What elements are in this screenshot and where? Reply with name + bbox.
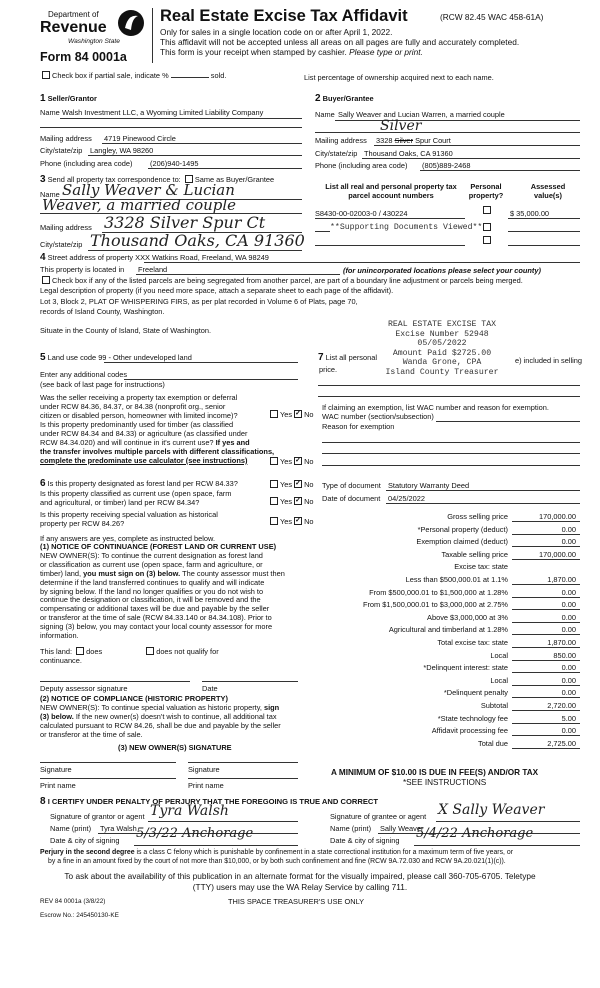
located-note: (for unincorporated locations please select your county)	[343, 266, 541, 275]
notice-compliance: (2) NOTICE OF COMPLIANCE (HISTORIC PROPERTY) NEW OWNER(S): To continue special valuation as historic property, sign (3) below. If the new owner(s) doesn't wish to continue, all additional tax calculated pursuant to RCW 84.26, shall be due and payable by the seller or transferor at the time of sale.	[40, 694, 281, 739]
property-street[interactable]: XXX Watkins Road, Freeland, WA 98249	[135, 253, 269, 262]
segregation-row: Check box if any of the listed parcels are being segregated from another parcel, are part of a boundary line adjustment or parcels being merged.	[40, 276, 523, 285]
supporting-docs-stamp: **Supporting Documents Viewed**	[330, 223, 483, 232]
buyer-mail-label: Mailing address	[315, 136, 367, 145]
header-sub1: Only for sales in a single location code on or after April 1, 2022.	[160, 27, 393, 37]
buyer-phone-label: Phone (including area code)	[315, 161, 408, 170]
historic-question: Is this property receiving special valuation as historical property per RCW 84.26?	[40, 510, 218, 528]
buyer-heading: 2 Buyer/Grantee	[315, 93, 374, 104]
ownership-note: List percentage of ownership acquired next to each name.	[304, 73, 494, 82]
this-land-row: This land: does does not qualify for	[40, 647, 219, 656]
deputy-sig-label: Deputy assessor signature	[40, 684, 128, 693]
tax-row-value[interactable]: 0.00	[561, 663, 576, 673]
parcel-number[interactable]: S8430-00-02003-0 / 430224	[315, 209, 408, 218]
tax-row-label: *State technology fee	[437, 713, 508, 723]
dept-line3: Washington State	[68, 38, 120, 45]
grantor-date-label: Date & city of signing	[50, 836, 120, 845]
excise-paid-stamp: REAL ESTATE EXCISE TAX Excise Number 52948 05/05/2022 Amount Paid $2725.00 Wanda Grone, CPA Island County Treasurer	[385, 320, 499, 377]
current-use-no-checkbox[interactable]	[294, 497, 302, 505]
tax-row-value[interactable]: 0.00	[561, 688, 576, 698]
exemption-no-checkbox[interactable]	[294, 410, 302, 418]
deputy-date-label: Date	[202, 684, 218, 693]
buyer-name-label: Name	[315, 110, 335, 119]
wac-label: WAC number (section/subsection)	[322, 412, 434, 421]
tax-row-value[interactable]: 1,870.00	[547, 638, 576, 647]
owner-print-label-2: Print name	[188, 781, 224, 790]
form-number: Form 84 0001a	[40, 50, 127, 64]
tax-row-value[interactable]: 850.00	[553, 650, 576, 660]
parcel-personal-checkbox[interactable]	[483, 206, 491, 214]
land-use-code[interactable]: 99 - Other undeveloped land	[98, 353, 192, 362]
corr-city-hw[interactable]: Thousand Oaks, CA 91360	[90, 231, 305, 250]
seller-city[interactable]: Langley, WA 98260	[90, 146, 154, 155]
owner-sig-label-1: Signature	[40, 765, 72, 774]
tax-row-value[interactable]: 0.00	[561, 524, 576, 534]
timber-yes-checkbox[interactable]	[270, 457, 278, 465]
treasurer-use-only: THIS SPACE TREASURER'S USE ONLY	[228, 897, 365, 906]
tax-row-value[interactable]: 0.00	[561, 587, 576, 597]
exemption-question: Was the seller receiving a property tax exemption or deferral under RCW 84.36, 84.37, or 84.38 (nonprofit org., senior citizen or disabled person, homeowner with limited income)?	[40, 393, 238, 420]
tax-row-value[interactable]: 0.00	[561, 625, 576, 635]
forest-no-checkbox[interactable]	[294, 480, 302, 488]
tax-row-value[interactable]: 1,870.00	[547, 575, 576, 584]
tax-row-label: Subtotal	[480, 701, 508, 710]
rev-number: REV 84 0001a (3/8/22)	[40, 898, 106, 905]
tax-row-value[interactable]: 0.00	[561, 675, 576, 685]
buyer-name[interactable]: Sally Weaver and Lucian Warren, a married couple	[338, 110, 505, 119]
if-yes-note: If any answers are yes, complete as instructed below.	[40, 534, 215, 543]
tax-row-value[interactable]: 0.00	[561, 726, 576, 736]
buyer-handwritten-correction: Silver	[380, 118, 422, 134]
tax-row-value[interactable]: 170,000.00	[539, 549, 576, 559]
parcels-col1-header: List all real and personal property tax parcel account numbers	[325, 182, 457, 200]
grantor-date-city: 5/3/22 Anchorage	[136, 826, 254, 841]
owner-sig-label-2: Signature	[188, 765, 220, 774]
located-label: This property is located in	[40, 265, 125, 274]
tax-row-value[interactable]: 2,720.00	[547, 701, 576, 710]
tax-row-label: Less than $500,000.01 at 1.1%	[405, 575, 508, 584]
tax-row-label: *Delinquent penalty	[443, 688, 508, 698]
seller-phone-label: Phone (including area code)	[40, 159, 133, 168]
seller-heading: 1 Seller/Grantor	[40, 93, 97, 104]
corr-name-hw1[interactable]: Sally Weaver & Lucian	[62, 181, 235, 199]
forest-yes-no: Yes✓ No	[268, 480, 314, 489]
grantor-sig-label: Signature of grantor or agent	[50, 812, 145, 821]
tax-row-label: Local	[490, 675, 508, 685]
not-qualifies-checkbox[interactable]	[146, 647, 154, 655]
buyer-city-label: City/state/zip	[315, 149, 358, 158]
doc-type-label: Type of document	[322, 481, 381, 490]
seller-city-label: City/state/zip	[40, 146, 83, 155]
header-sub3: This form is your receipt when stamped by cashier. Please type or print.	[160, 47, 423, 57]
exemption-claim-label: If claiming an exemption, list WAC number and reason for exemption.	[322, 403, 549, 412]
corr-city-label: City/state/zip	[40, 240, 83, 249]
parcels-col3-header: Assessed value(s)	[530, 182, 566, 200]
tax-row-value[interactable]: 0.00	[561, 537, 576, 547]
rcw-reference: (RCW 82.45 WAC 458-61A)	[440, 12, 544, 22]
doc-type[interactable]: Statutory Warranty Deed	[388, 481, 470, 490]
land-use-row: 5 Land use code 99 - Other undeveloped land	[40, 352, 192, 363]
forest-question: 6 Is this property designated as forest land per RCW 84.33?	[40, 478, 238, 489]
legal-desc-line1: Lot 3, Block 2, PLAT OF WHISPERING FIRS, as per plat recorded in Volume 6 of Plats, page 70,	[40, 297, 358, 306]
exemption-yes-no: Yes✓ No	[268, 410, 314, 419]
tax-row-label: Total excise tax: state	[437, 638, 508, 647]
timber-no-checkbox[interactable]	[294, 457, 302, 465]
header-sub2: This affidavit will not be accepted unless all areas on all pages are fully and accurately completed.	[160, 37, 520, 47]
page-title: Real Estate Excise Tax Affidavit	[160, 7, 408, 25]
parcel-assessed-value[interactable]: $ 35,000.00	[510, 209, 550, 218]
timber-yes-no: Yes✓ No	[268, 457, 314, 466]
tax-row-label: Agricultural and timberland at 1.28%	[388, 625, 508, 635]
grantor-name-label: Name (print)	[50, 824, 92, 833]
grantee-signature: X Sally Weaver	[438, 802, 545, 818]
dept-line1: Department of	[48, 10, 99, 19]
grantee-date-city: 5/4/22 Anchorage	[416, 826, 534, 841]
tax-row-label: Affidavit processing fee	[431, 726, 508, 736]
historic-yes-no: Yes✓ No	[268, 517, 314, 526]
parcel2-personal-checkbox[interactable]	[483, 223, 491, 231]
historic-yes-checkbox[interactable]	[270, 517, 278, 525]
dept-line2: Revenue	[40, 19, 107, 36]
partial-sale-checkbox[interactable]	[42, 71, 50, 79]
grantee-sig-label: Signature of grantee or agent	[330, 812, 427, 821]
qualifies-checkbox[interactable]	[76, 647, 84, 655]
tax-row-value[interactable]: 2,725.00	[547, 738, 576, 748]
sec7-label: 7 List all personal	[318, 352, 377, 363]
tax-row-value[interactable]: 5.00	[561, 713, 576, 723]
current-use-yes-checkbox[interactable]	[270, 497, 278, 505]
grantee-name[interactable]: Sally Weaver	[380, 824, 424, 833]
tax-row-label: From $500,000.01 to $1,500,000 at 1.28%	[369, 587, 508, 597]
current-use-yes-no: Yes✓ No	[268, 497, 314, 506]
alt-format-line2: (TTY) users may use the WA Relay Service by calling 711.	[192, 882, 408, 892]
escrow-number: Escrow No.: 245450130-KE	[40, 912, 119, 919]
current-use-question: Is this property classified as current use (open space, farm and agricultural, or timber) land per RCW 84.34?	[40, 489, 232, 507]
property-street-row: 4 Street address of property XXX Watkins Road, Freeland, WA 98249	[40, 252, 269, 263]
tax-row-label: Excise tax: state	[454, 562, 508, 572]
new-owner-sig-title: (3) NEW OWNER(S) SIGNATURE	[118, 743, 232, 752]
forest-yes-checkbox[interactable]	[270, 480, 278, 488]
corr-name-label: Name	[40, 190, 60, 199]
parcel3-personal-checkbox[interactable]	[483, 236, 491, 244]
tax-row-label: Gross selling price	[447, 512, 508, 521]
alt-format-line1: To ask about the availability of this publication in an alternate format for the visually impaired, please call 360-705-6705. Teletype	[64, 871, 536, 881]
doc-date[interactable]: 04/25/2022	[388, 494, 425, 503]
segregation-checkbox[interactable]	[42, 276, 50, 284]
grantor-name[interactable]: Tyra Walsh	[100, 824, 137, 833]
minimum-due-note: A MINIMUM OF $10.00 IS DUE IN FEE(S) AND/OR TAX	[331, 768, 539, 777]
certify-heading: 8 I CERTIFY UNDER PENALTY OF PERJURY THAT THE FOREGOING IS TRUE AND CORRECT	[40, 796, 379, 807]
tax-row-label: Above $3,000,000 at 3%	[427, 612, 508, 622]
legal-desc-label: Legal description of property (if you need more space, attach a separate sheet to each page of the affidavit).	[40, 286, 394, 295]
tax-row-label: *Delinquent interest: state	[423, 663, 508, 673]
situate-line: Situate in the County of Island, State of Washington.	[40, 326, 212, 335]
additional-codes-label: Enter any additional codes	[40, 370, 128, 379]
tax-row-value[interactable]: 0.00	[561, 612, 576, 622]
additional-codes-note: (see back of last page for instructions)	[40, 380, 165, 389]
timber-question: Is this property predominantly used for timber (as classified under RCW 84.34 and 84.33) or agriculture (as classified under RCW 84.34.020) and will continue in it's current use? If yes and the transfer involves multiple parcels with different classifications, complete the predominate use calculator (see instructions)	[40, 420, 275, 465]
tax-row-label: Local	[490, 650, 508, 660]
tax-row-value[interactable]: 0.00	[561, 600, 576, 610]
corr-name-hw2[interactable]: Weaver, a married couple	[42, 196, 237, 214]
correspondence-row: 3 Send all property tax correspondence to: Same as Buyer/Grantee	[40, 174, 275, 185]
grantee-name-label: Name (print)	[330, 824, 372, 833]
buyer-city[interactable]: Thousand Oaks, CA 91360	[364, 149, 453, 158]
sec7-label-c: e) included in selling	[515, 356, 582, 365]
legal-desc-line2: records of Island County, Washington.	[40, 307, 165, 316]
tax-row-label: From $1,500,000.01 to $3,000,000 at 2.75%	[362, 600, 508, 610]
notice-continuance: (1) NOTICE OF CONTINUANCE (FOREST LAND OR CURRENT USE) NEW OWNER(S): To continue the current designation as forest land or classification as current use (open space, farm and agriculture, or timber) land, you must sign on (3) below. The county assessor must then determine if the land transferred continues to qualify and will indicate by signing below. If the land no longer qualifies or you do not wish to continue the designation or classification, it will be removed and the compensating or additional taxes will be due and payable by the seller or transferor at the time of sale (RCW 84.33.140 or 84.34.108). Prior to signing (3) below, you may contact your local county assessor for more information.	[40, 542, 285, 641]
sec7-label-b: price.	[319, 365, 338, 374]
seller-name-label: Name	[40, 108, 60, 117]
tax-row-value[interactable]: 170,000.00	[539, 512, 576, 521]
partial-sale-row: Check box if partial sale, indicate % sold.	[40, 71, 226, 80]
grantee-date-label: Date & city of signing	[330, 836, 400, 845]
seller-phone[interactable]: (206)940-1495	[150, 159, 199, 168]
property-location[interactable]: Freeland	[138, 265, 168, 274]
continuance-word: continuance.	[40, 656, 82, 665]
corr-mail-hw[interactable]: 3328 Silver Spur Ct	[104, 213, 266, 232]
perjury-line1: Perjury in the second degree is a class C felony which is punishable by confinement in a state correctional institution for a maximum term of five years, or	[40, 849, 513, 856]
doc-date-label: Date of document	[322, 494, 381, 503]
tax-row-label: Exemption claimed (deduct)	[416, 537, 508, 547]
seller-mail-label: Mailing address	[40, 134, 92, 143]
exemption-yes-checkbox[interactable]	[270, 410, 278, 418]
reason-label: Reason for exemption	[322, 422, 395, 431]
revenue-swirl-icon	[116, 8, 146, 38]
seller-name[interactable]: Walsh Investment LLC, a Wyoming Limited Liability Company	[62, 108, 264, 117]
seller-mail[interactable]: 4719 Pinewood Circle	[104, 134, 176, 143]
buyer-mail[interactable]: 3328 Silver Spur Court	[376, 136, 451, 145]
parcels-col2-header: Personal property?	[468, 182, 504, 200]
tax-row-label: *Personal property (deduct)	[417, 524, 508, 534]
grantor-signature: Tyra Walsh	[150, 803, 229, 819]
perjury-line2: by a fine in an amount fixed by the court of not more than $10,000, or by both such confinement and fine (RCW 9A.72.030 and RCW 9A.20.021(1)(c)).	[48, 858, 506, 865]
buyer-phone[interactable]: (805)889-2468	[422, 161, 471, 170]
see-instructions: *SEE INSTRUCTIONS	[403, 778, 487, 787]
corr-mail-label: Mailing address	[40, 223, 92, 232]
tax-row-label: Taxable selling price	[441, 549, 508, 559]
owner-print-label-1: Print name	[40, 781, 76, 790]
tax-row-label: Total due	[478, 738, 508, 748]
